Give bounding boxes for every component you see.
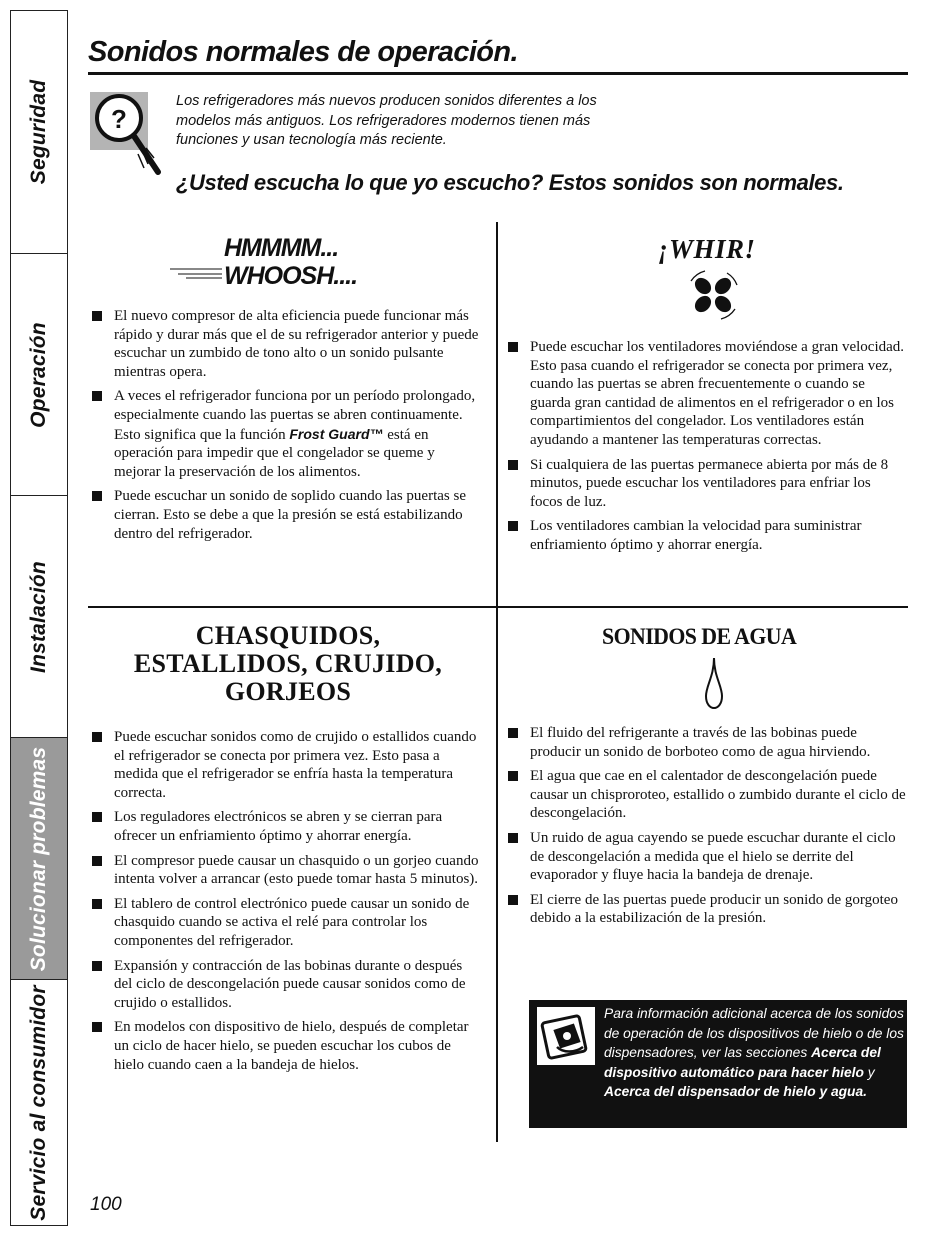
heading-line: CHASQUIDOS,: [195, 621, 381, 650]
tab-operacion[interactable]: [10, 253, 68, 496]
list-item: El agua que cae en el calentador de descongelación puede causar un chisproroteo, estallido o zumbido durante el ciclo de descongelación.: [506, 767, 906, 823]
svg-text:?: ?: [111, 104, 127, 134]
tab-label: Solucionar problemas: [27, 746, 50, 971]
section-heading-hmm: [224, 234, 357, 290]
motion-lines-icon: [170, 266, 224, 284]
section-heading-agua: SONIDOS DE AGUA: [602, 624, 797, 649]
list-item: El tablero de control electrónico puede causar un sonido de chasquido cuando se activa el relé para controlar los componentes del refrigerador.: [90, 895, 482, 951]
list-item: Expansión y contracción de las bobinas durante o después del ciclo de descongelación puede causar sonidos como de crujido o estallidos.: [90, 957, 482, 1013]
agua-list: [506, 724, 906, 934]
list-item: En modelos con dispositivo de hielo, después de completar un ciclo de hacer hielo, se pueden escuchar los cubos de hielo cuando caen a la bandeja de hielos.: [90, 1018, 482, 1074]
list-item: El fluido del refrigerante a través de las bobinas puede producir un sonido de borboteo como de agua hirviendo.: [506, 724, 906, 761]
tab-label: Servicio al consumidor: [27, 984, 50, 1221]
info-text-part: .: [863, 1084, 868, 1099]
whir-list: [506, 338, 906, 561]
heading-line: HMMMM...: [224, 234, 339, 262]
water-drop-icon: [704, 656, 724, 715]
question-magnifier-icon: [90, 92, 166, 181]
tab-solucionar-problemas[interactable]: [10, 737, 68, 980]
row-divider: [88, 606, 908, 608]
heading-line: ESTALLIDOS, CRUJIDO,: [133, 649, 443, 678]
tab-label: Operación: [27, 321, 50, 428]
list-item: Puede escuchar un sonido de soplido cuando las puertas se cierran. Esto se debe a que la presión se está estabilizando dentro del refrigerador.: [90, 487, 482, 543]
hmm-list: [90, 307, 482, 549]
item-text: A veces el refrigerador funciona por un período prolongado, especialmente cuando las puertas se abren continuamente. Esto significa que la función: [114, 388, 476, 443]
tab-label: Seguridad: [27, 79, 50, 185]
frost-guard-term: Frost Guard™: [289, 425, 384, 442]
title-rule: [88, 72, 908, 75]
section-heading-whir: ¡WHIR!: [658, 234, 756, 264]
heading-line: GORJEOS: [224, 677, 352, 706]
tab-servicio-al-consumidor[interactable]: [10, 979, 68, 1226]
list-item: El compresor puede causar un chasquido o un gorjeo cuando intenta volver a arrancar (esto puede tomar hasta 5 minutos).: [90, 852, 482, 889]
list-item: Un ruido de agua cayendo se puede escuchar durante el ciclo de descongelación a medida que el hielo se derrite del evaporador y fluye hacia la bandeja de drenaje.: [506, 829, 906, 885]
list-item: Si cualquiera de las puertas permanece abierta por más de 8 minutos, puede escuchar los ventiladores para enfriar los focos de luz.: [506, 456, 906, 512]
page-number: 100: [90, 1194, 122, 1215]
list-item: Puede escuchar los ventiladores moviéndose a gran velocidad. Esto pasa cuando el refrigerador se conecta por primera vez, cuando las puertas se abren frecuentemente o cuando se guarda gran cantidad de alimentos en el refrigerador o en los compartimientos del congelador. Los ventiladores están ayudando a mantener las temperaturas correctas.: [506, 338, 906, 450]
ice-dispenser-icon: [537, 1007, 595, 1065]
chasquidos-list: [90, 728, 482, 1080]
item-text: está en operación para impedir que el congelador se queme y mejorar la preservación de los alimentos.: [114, 426, 435, 480]
column-divider-bottom: [496, 608, 498, 1142]
info-box: [529, 1000, 907, 1128]
page-title: Sonidos normales de operación.: [88, 36, 518, 68]
tab-seguridad[interactable]: [10, 10, 68, 254]
list-item: El cierre de las puertas puede producir un sonido de gorgoteo debido a la estabilización de la presión.: [506, 891, 906, 928]
column-divider-top: [496, 222, 498, 606]
info-reference-dispenser: Acerca del dispensador de hielo y agua: [604, 1084, 864, 1099]
tab-instalacion[interactable]: [10, 495, 68, 738]
list-item: [90, 387, 482, 481]
info-text: [604, 1004, 904, 1102]
list-item: Los reguladores electrónicos se abren y se cierran para ofrecer un enfriamiento óptimo y ahorrar energía.: [90, 808, 482, 845]
info-reference-icemaker: Acerca del dispositivo automático para hacer hielo: [604, 1045, 881, 1080]
heading-line: WHOOSH....: [224, 262, 358, 290]
list-item: Los ventiladores cambian la velocidad para suministrar enfriamiento óptimo y ahorrar energía.: [506, 517, 906, 554]
section-sidebar: [10, 10, 68, 1226]
tab-label: Instalación: [27, 560, 50, 673]
list-item: Puede escuchar sonidos como de crujido o estallidos cuando el refrigerador se conecta por primera vez. Esto pasa a medida que el refrigerador se enfría hasta la temperatura correcta.: [90, 728, 482, 802]
info-text-part: Para información adicional acerca de los sonidos de operación de los dispositivos de hielo o de los dispensadores, ver las secciones: [604, 1006, 904, 1060]
intro-text: Los refrigeradores más nuevos producen sonidos diferentes a los modelos más antiguos. Los refrigeradores modernos tienen más funciones y usan tecnología más reciente.: [176, 93, 597, 148]
section-heading-chasquidos: [88, 622, 488, 706]
subheading: ¿Usted escucha lo que yo escucho? Estos sonidos son normales.: [176, 170, 844, 195]
list-item: El nuevo compresor de alta eficiencia puede funcionar más rápido y durar más que el de su refrigerador anterior y puede escuchar un zumbido de tono alto o un sonido pulsante mientras opera.: [90, 307, 482, 381]
fan-icon: [684, 268, 742, 327]
info-text-part: y: [863, 1064, 875, 1080]
